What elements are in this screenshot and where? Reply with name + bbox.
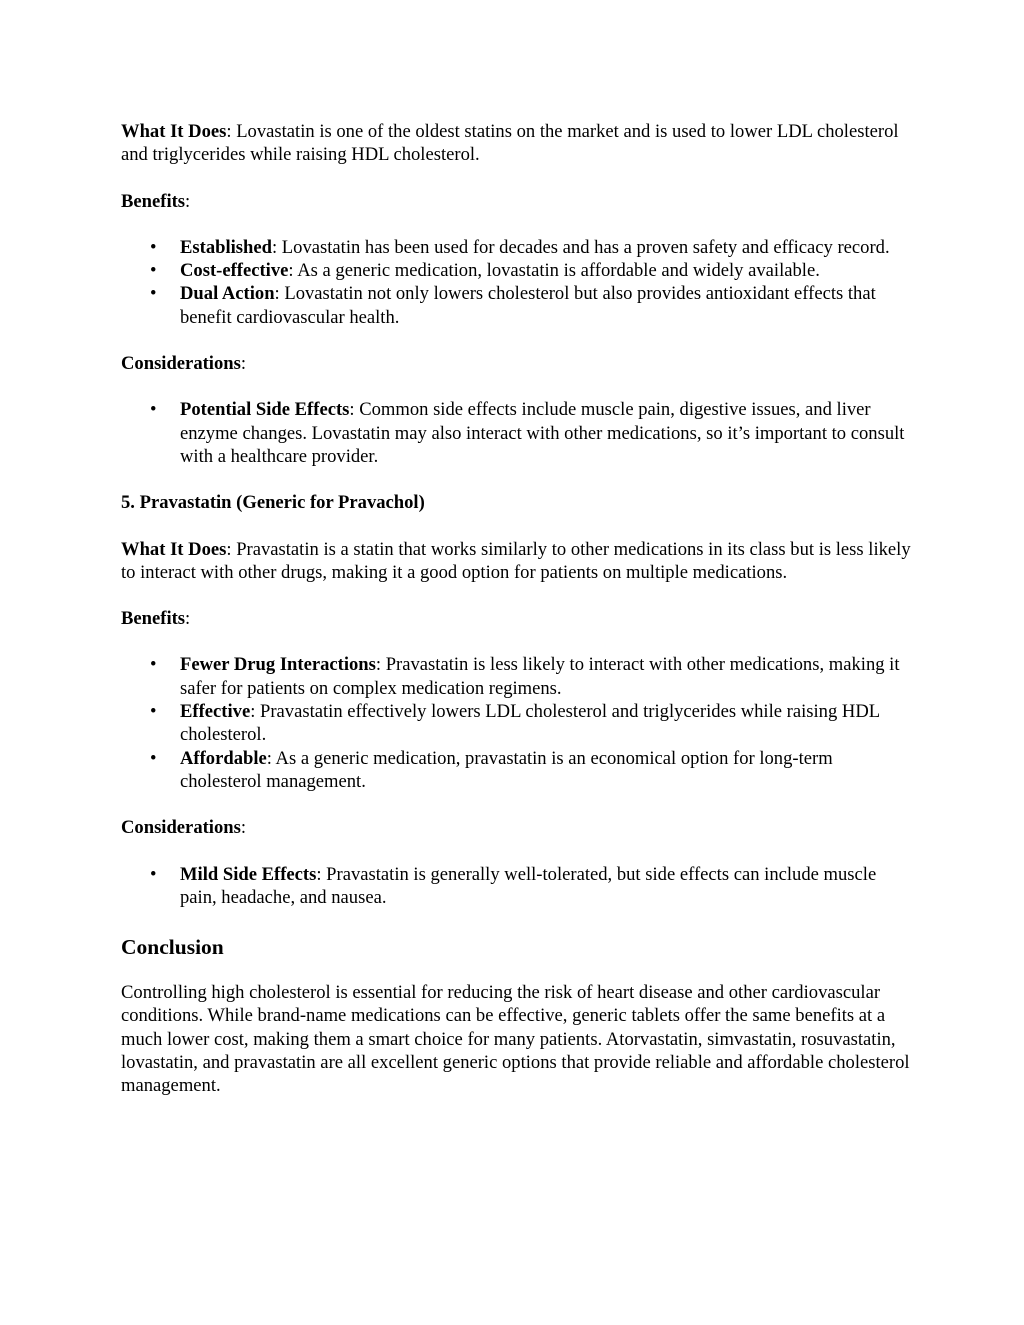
what-it-does-label: What It Does xyxy=(121,538,227,560)
lovastatin-benefits-list xyxy=(121,236,911,329)
lovastatin-considerations-list xyxy=(121,398,911,468)
list-item xyxy=(180,282,911,329)
list-item-text: : Lovastatin has been used for decades and has a proven safety and efficacy record. xyxy=(271,236,890,258)
conclusion-heading: Conclusion xyxy=(121,935,224,960)
what-it-does-text: : Pravastatin is a statin that works similarly to other medications in its class but is less likely to interact with other drugs, making it a good option for patients on multiple medications. xyxy=(121,538,911,583)
list-item xyxy=(180,236,911,259)
list-item-label: Established xyxy=(180,236,272,258)
list-item xyxy=(180,863,911,910)
list-item-label: Potential Side Effects xyxy=(180,399,350,421)
pravastatin-considerations-list xyxy=(121,863,911,910)
list-item-text: : As a generic medication, lovastatin is affordable and widely available. xyxy=(288,260,820,282)
benefits-colon: : xyxy=(185,190,191,212)
lovastatin-considerations-heading xyxy=(121,352,911,375)
pravastatin-benefits-heading xyxy=(121,607,911,630)
list-item xyxy=(180,653,911,700)
considerations-label: Considerations xyxy=(121,353,241,375)
pravastatin-heading xyxy=(121,491,911,514)
pravastatin-considerations-heading xyxy=(121,816,911,839)
benefits-label: Benefits xyxy=(121,190,186,212)
list-item xyxy=(180,398,911,468)
list-item-text: : As a generic medication, pravastatin is an economical option for long-term cholesterol management. xyxy=(180,747,833,792)
what-it-does-label: What It Does xyxy=(121,121,227,142)
pravastatin-what-it-does xyxy=(121,538,911,585)
list-item-label: Affordable xyxy=(180,747,267,769)
pravastatin-benefits-list xyxy=(121,653,911,793)
considerations-colon: : xyxy=(240,353,247,375)
what-it-does-text: : Lovastatin is one of the oldest statins on the market and is used to lower LDL cholesterol and triglycerides while raising HDL cholesterol. xyxy=(121,121,899,166)
lovastatin-what-it-does xyxy=(121,120,911,167)
list-item-text: : Pravastatin effectively lowers LDL cholesterol and triglycerides while raising HDL cholesterol. xyxy=(180,701,880,746)
list-item-label: Dual Action xyxy=(180,283,275,305)
list-item-text: : Pravastatin is generally well-tolerated, but side effects can include muscle pain, headache, and nausea. xyxy=(180,863,877,908)
list-item-label: Fewer Drug Interactions xyxy=(180,654,376,676)
lovastatin-benefits-heading xyxy=(121,190,911,213)
list-item xyxy=(180,700,911,747)
considerations-colon: : xyxy=(240,817,247,839)
list-item-label: Cost-effective xyxy=(180,260,289,282)
benefits-label: Benefits xyxy=(121,608,186,630)
benefits-colon: : xyxy=(185,608,191,630)
section-heading: 5. Pravastatin (Generic for Pravachol) xyxy=(121,492,425,514)
list-item-text: : Lovastatin not only lowers cholesterol but also provides antioxidant effects that benefit cardiovascular health. xyxy=(180,283,876,328)
list-item-label: Effective xyxy=(180,701,251,723)
list-item-text: : Pravastatin is less likely to interact with other medications, making it safer for patients on complex medication regimens. xyxy=(180,654,900,699)
list-item-text: : Common side effects include muscle pain, digestive issues, and liver enzyme changes. Lovastatin may also interact with other medications, so it’s important to consult with a healthcare provider. xyxy=(180,399,905,467)
list-item xyxy=(180,259,911,282)
considerations-label: Considerations xyxy=(121,817,241,839)
list-item xyxy=(180,747,911,794)
document-page xyxy=(121,120,911,1121)
conclusion-paragraph: Controlling high cholesterol is essential for reducing the risk of heart disease and other cardiovascular conditions. While brand-name medications can be effective, generic tablets offer the same benefits at a much lower cost, making them a smart choice for many patients. Atorvastatin, simvastatin, rosuvastatin, lovastatin, and pravastatin are all excellent generic options that provide reliable and affordable cholesterol management. xyxy=(121,982,910,1097)
list-item-label: Mild Side Effects xyxy=(180,863,317,885)
